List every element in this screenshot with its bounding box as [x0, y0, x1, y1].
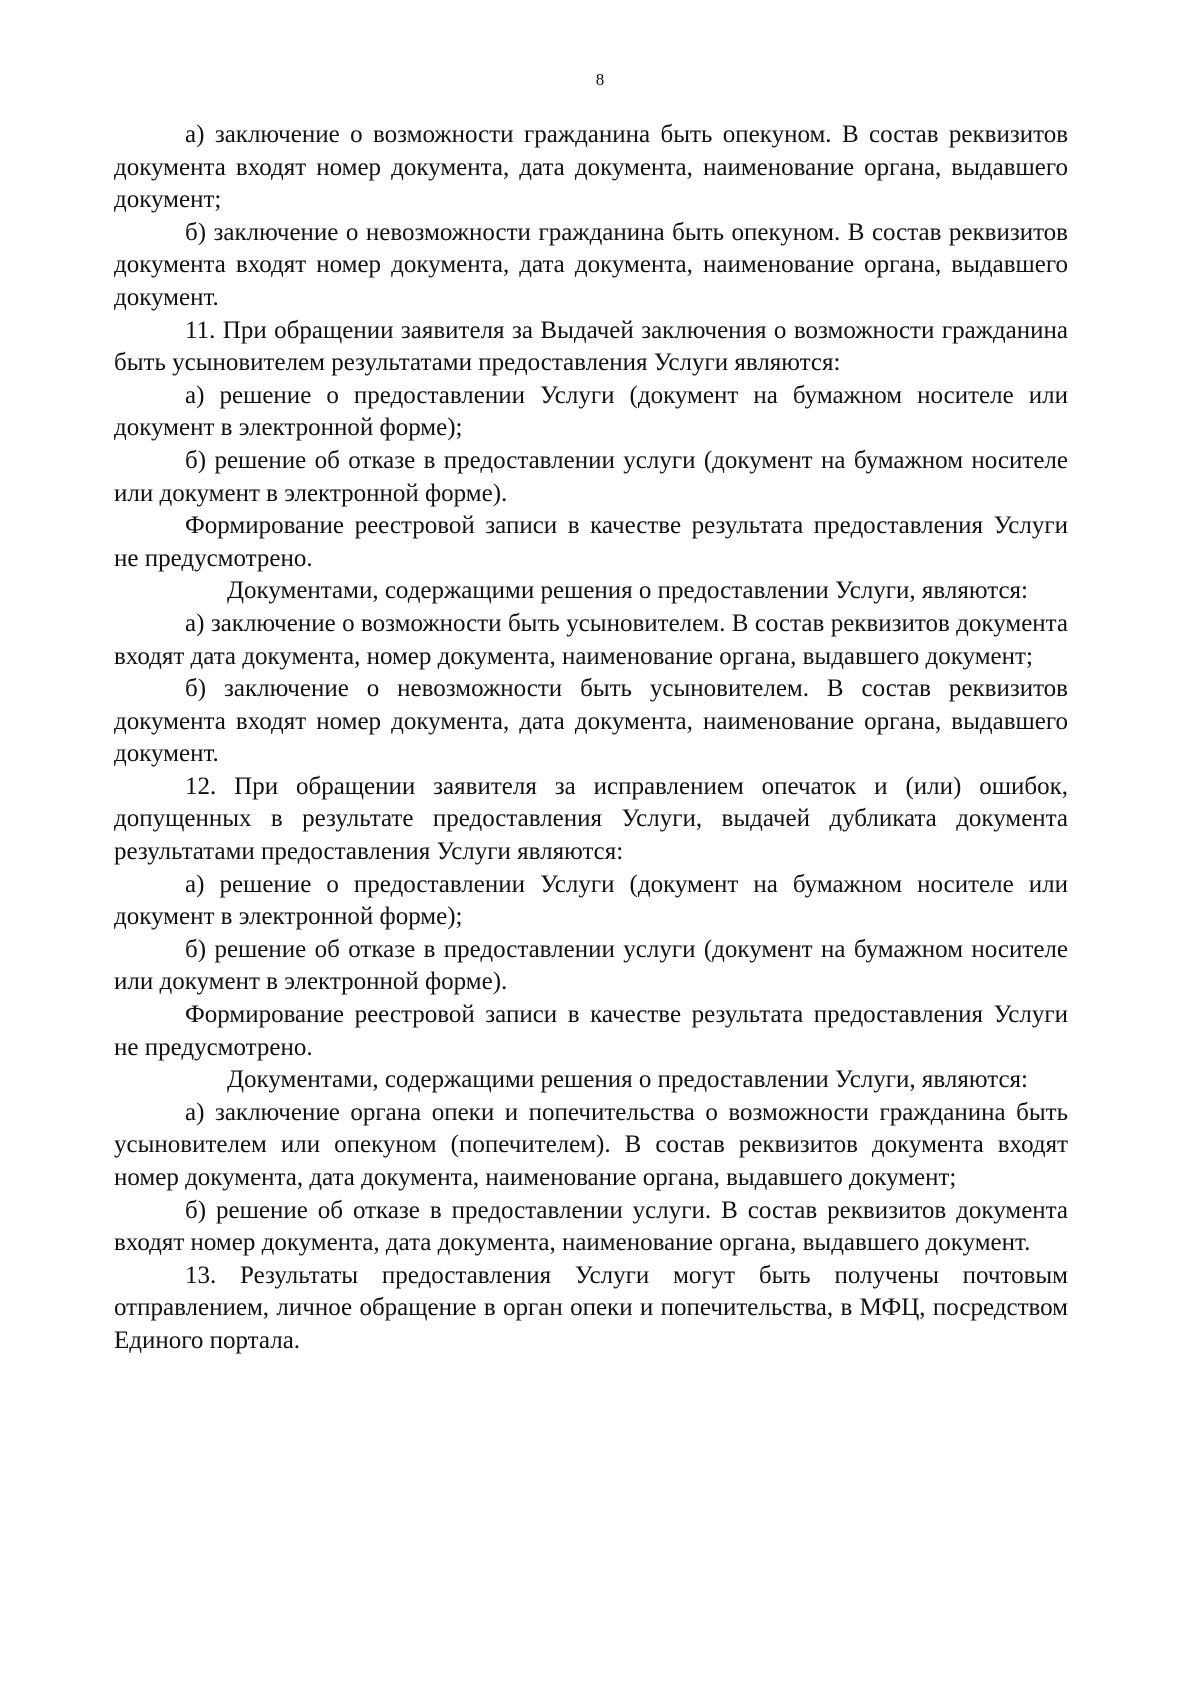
paragraph-12-doc-b: б) решение об отказе в предоставлении услуги. В состав реквизитов документа входят номер документа, дата документа, наименование органа, выдавшего документ. [114, 1196, 1068, 1257]
paragraph-10a: а) заключение о возможности гражданина быть опекуном. В состав реквизитов документа входят номер документа, дата документа, наименование органа, выдавшего документ; [114, 121, 1068, 214]
paragraph-11-doc-b: б) заключение о невозможности быть усыновителем. В состав реквизитов документа входят номер документа, дата документа, наименование органа, выдавшего документ. [114, 675, 1068, 768]
document-body [114, 119, 1068, 1358]
paragraph-10b: б) заключение о невозможности гражданина быть опекуном. В состав реквизитов документа входят номер документа, дата документа, наименование органа, выдавшего документ. [114, 218, 1068, 311]
paragraph-11b: б) решение об отказе в предоставлении услуги (документ на бумажном носителе или документ в электронной форме). [114, 446, 1068, 507]
page-number: 8 [595, 70, 605, 89]
paragraph-13: 13. Результаты предоставления Услуги могут быть получены почтовым отправлением, личное обращение в орган опеки и попечительства, в МФЦ, посредством Единого портала. [114, 1261, 1068, 1354]
paragraph-11-documents: Документами, содержащими решения о предоставлении Услуги, являются: [227, 577, 1028, 605]
paragraph-12-documents: Документами, содержащими решения о предоставлении Услуги, являются: [227, 1066, 1028, 1094]
paragraph-11: 11. При обращении заявителя за Выдачей заключения о возможности гражданина быть усыновителем результатами предоставления Услуги являются: [114, 316, 1068, 377]
paragraph-11-doc-a: а) заключение о возможности быть усыновителем. В состав реквизитов документа входят дата документа, номер документа, наименование органа, выдавшего документ; [114, 609, 1068, 670]
paragraph-12-registry: Формирование реестровой записи в качестве результата предоставления Услуги не предусмотрено. [114, 1001, 1068, 1061]
paragraph-12: 12. При обращении заявителя за исправлением опечаток и (или) ошибок, допущенных в результате предоставления Услуги, выдачей дубликата документа результатами предоставления Услуги являются: [114, 772, 1068, 866]
paragraph-11a: а) решение о предоставлении Услуги (документ на бумажном носителе или документ в электронной форме); [114, 381, 1068, 442]
paragraph-12-doc-a: а) заключение органа опеки и попечительства о возможности гражданина быть усыновителем или опекуном (попечителем). В состав реквизитов документа входят номер документа, дата документа, наименование органа, выдавшего документ; [114, 1098, 1068, 1191]
paragraph-12b: б) решение об отказе в предоставлении услуги (документ на бумажном носителе или документ в электронной форме). [114, 935, 1068, 996]
paragraph-12a: а) решение о предоставлении Услуги (документ на бумажном носителе или документ в электронной форме); [114, 870, 1068, 931]
paragraph-11-registry: Формирование реестровой записи в качестве результата предоставления Услуги не предусмотрено. [114, 512, 1068, 572]
